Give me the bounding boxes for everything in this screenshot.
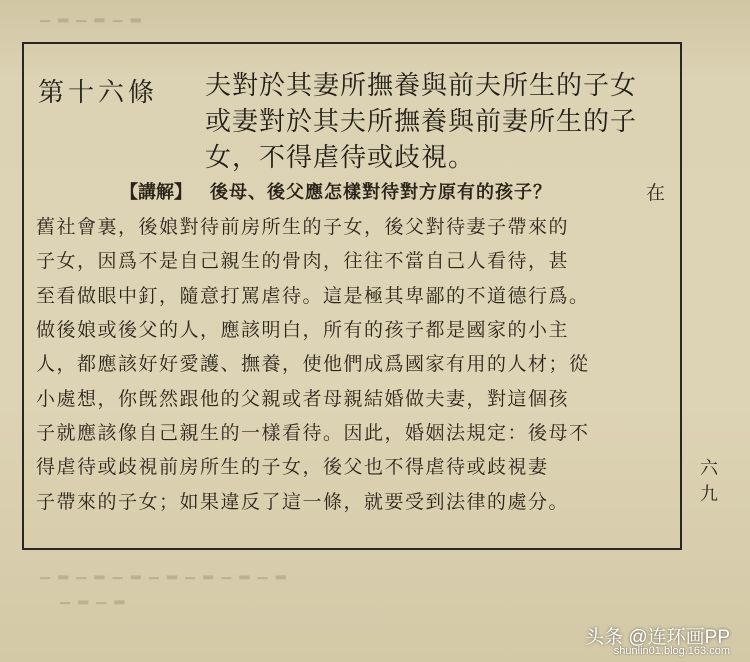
explanation-line: 子女，因爲不是自己親生的骨肉，往往不當自己人看待，甚: [36, 250, 570, 272]
explanation-line: 人，都應該好好愛護、撫養，使他們成爲國家有用的人材；從: [36, 353, 590, 375]
watermark-url: shunlin01.blog.163.com: [613, 645, 730, 657]
explanation-label: 【講解】: [120, 182, 192, 203]
explanation-line: 做後娘或後父的人，應該明白，所有的孩子都是國家的小主: [36, 319, 570, 341]
watermark-label: 头条 @连环画PP: [585, 627, 730, 648]
explanation-question: 後母、後父應怎樣對待對方原有的孩子？: [210, 182, 552, 203]
explanation-line: 子帶來的子女；如果違反了這一條，就要受到法律的處分。: [36, 491, 570, 513]
article-text: [205, 68, 675, 176]
explanation-line: 至看做眼中釘，隨意打罵虐待。這是極其卑鄙的不道德行爲。: [36, 285, 590, 307]
explanation-first-word: 在: [646, 182, 666, 204]
explanation-line: 舊社會裏，後娘對待前房所生的子女，後父對待妻子帶來的: [36, 216, 570, 238]
bleed-through-bottom-2: ▁ ▂ ▁ ▂: [60, 590, 127, 605]
bleed-through-bottom: ▁ ▂ ▁ ▂ ▁ ▂ ▁ ▂ ▁ ▂ ▁ ▂ ▁ ▂: [40, 565, 288, 580]
explanation-line: 子就應該像自己親生的一樣看待。因此，婚姻法規定：後母不: [36, 422, 590, 444]
article-line: 女，不得虐待或歧視。: [205, 143, 476, 173]
article-number: 第十六條: [38, 78, 159, 108]
article-line: 夫對於其妻所撫養與前夫所生的子女: [205, 71, 638, 101]
page-number: 六九: [700, 458, 718, 505]
article-line: 或妻對於其夫所撫養與前妻所生的子: [205, 107, 638, 137]
bleed-through-top: ▁ ▂ ▁ ▂ ▁ ▂: [40, 8, 143, 23]
explanation-line: 小處想，你旣然跟他的父親或者母親結婚做夫妻，對這個孩: [36, 388, 570, 410]
explanation-line: 得虐待或歧視前房所生的子女，後父也不得虐待或歧視妻: [36, 456, 549, 478]
